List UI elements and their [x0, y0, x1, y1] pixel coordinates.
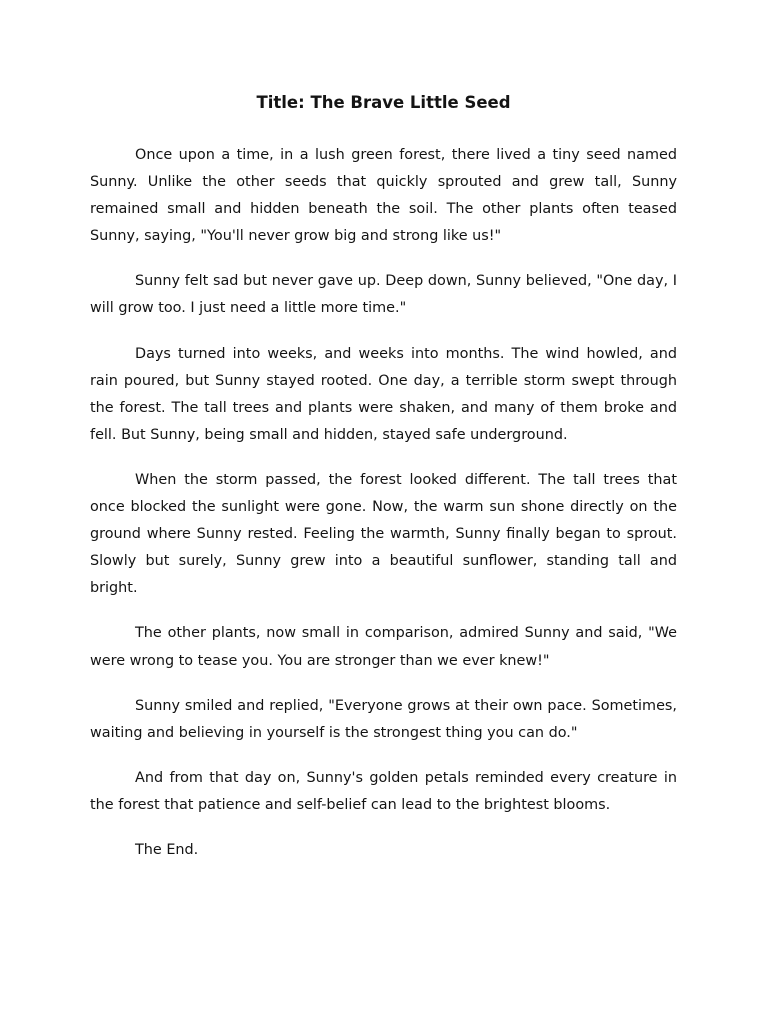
story-paragraph-4: When the storm passed, the forest looked different. The tall trees that once blocked the sunlight were gone. Now, the warm sun shone directly on the ground where Sunny rested. Feeling the warmth, Sunny finally began to sprout. Slowly but surely, Sunny grew into a beautiful sunflower, standing tall and bright.: [90, 471, 677, 597]
document-page: [90, 88, 677, 882]
story-paragraph-3: Days turned into weeks, and weeks into months. The wind howled, and rain poured, but Sunny stayed rooted. One day, a terrible storm swept through the forest. The tall trees and plants were shaken, and many of them broke and fell. But Sunny, being small and hidden, stayed safe underground.: [90, 345, 677, 443]
story-ending: The End.: [135, 841, 199, 858]
story-paragraph-1: Once upon a time, in a lush green forest, there lived a tiny seed named Sunny. Unlike the other seeds that quickly sprouted and grew tall, Sunny remained small and hidden beneath the soil. The other plants often teased Sunny, saying, "You'll never grow big and strong like us!": [90, 147, 677, 245]
story-paragraph-2: Sunny felt sad but never gave up. Deep down, Sunny believed, "One day, I will grow too. I just need a little more time.": [90, 273, 677, 317]
story-paragraph-5: The other plants, now small in comparison, admired Sunny and said, "We were wrong to tease you. You are stronger than we ever knew!": [90, 625, 677, 669]
story-paragraph-6: Sunny smiled and replied, "Everyone grows at their own pace. Sometimes, waiting and believing in yourself is the strongest thing you can do.": [90, 697, 677, 741]
document-title: Title: The Brave Little Seed: [256, 93, 511, 112]
story-paragraph-7: And from that day on, Sunny's golden petals reminded every creature in the forest that patience and self-belief can lead to the brightest blooms.: [90, 769, 677, 813]
